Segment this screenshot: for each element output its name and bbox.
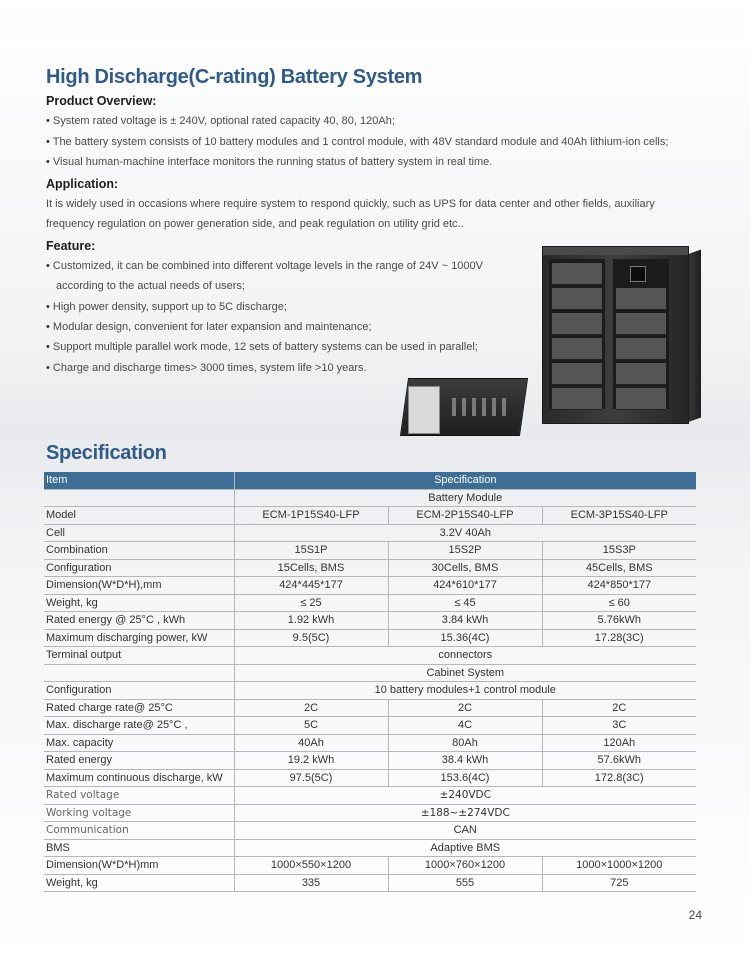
application-text-line: frequency regulation on power generation side, and peak regulation on utility grid etc.. xyxy=(46,218,464,230)
feature-item: • High power density, support up to 5C discharge; xyxy=(46,301,287,313)
section-row xyxy=(44,664,696,682)
row-label: Configuration xyxy=(44,682,234,700)
cell-value: 15S3P xyxy=(542,542,696,560)
application-text-line: It is widely used in occasions where require system to respond quickly, such as UPS for data center and other fields, auxiliary xyxy=(46,198,655,210)
battery-module-label: Battery Module xyxy=(234,489,696,507)
row-label: Weight, kg xyxy=(44,594,234,612)
cell-value: 335 xyxy=(234,874,388,892)
specification-title: Specification xyxy=(46,442,167,464)
page-title: High Discharge(C-rating) Battery System xyxy=(46,66,423,88)
cell-value: CAN xyxy=(234,822,696,840)
cell-value: ECM-2P15S40-LFP xyxy=(388,507,542,525)
row-label: BMS xyxy=(44,839,234,857)
table-row xyxy=(44,699,696,717)
overview-item: • The battery system consists of 10 battery modules and 1 control module, with 48V standard module and 40Ah lithium-ion cells; xyxy=(46,136,668,148)
row-label: Combination xyxy=(44,542,234,560)
table-row xyxy=(44,542,696,560)
row-label: Rated energy xyxy=(44,752,234,770)
header-specification: Specification xyxy=(234,472,696,489)
table-row xyxy=(44,612,696,630)
cell-value: ±188~±274VDC xyxy=(234,804,696,822)
cell-value: 424*610*177 xyxy=(388,577,542,595)
table-row xyxy=(44,752,696,770)
cell-value: 172.8(3C) xyxy=(542,769,696,787)
table-row xyxy=(44,857,696,875)
cell-value: 15.36(4C) xyxy=(388,629,542,647)
cell-value: 1000×760×1200 xyxy=(388,857,542,875)
cell-value: ECM-3P15S40-LFP xyxy=(542,507,696,525)
cell-value: 15Cells, BMS xyxy=(234,559,388,577)
feature-item: • Modular design, convenient for later expansion and maintenance; xyxy=(46,321,372,333)
cell-value: 97.5(5C) xyxy=(234,769,388,787)
row-label: Model xyxy=(44,507,234,525)
table-row xyxy=(44,839,696,857)
cell-value: 153.6(4C) xyxy=(388,769,542,787)
cell-value: 1000×550×1200 xyxy=(234,857,388,875)
table-row xyxy=(44,594,696,612)
page-number: 24 xyxy=(688,908,702,922)
cell-value: 45Cells, BMS xyxy=(542,559,696,577)
cell-value: 2C xyxy=(542,699,696,717)
table-row xyxy=(44,769,696,787)
row-label: Rated energy @ 25°C , kWh xyxy=(44,612,234,630)
cell-value: 15S2P xyxy=(388,542,542,560)
cell-value: 1000×1000×1200 xyxy=(542,857,696,875)
cell-value: 17.28(3C) xyxy=(542,629,696,647)
cell-value: 424*850*177 xyxy=(542,577,696,595)
row-label: Working voltage xyxy=(44,804,234,822)
cell-value: 725 xyxy=(542,874,696,892)
section-row xyxy=(44,489,696,507)
table-row xyxy=(44,682,696,700)
row-label: Dimension(W*D*H)mm xyxy=(44,857,234,875)
cell-value: 38.4 kWh xyxy=(388,752,542,770)
row-label: Weight, kg xyxy=(44,874,234,892)
table-row xyxy=(44,647,696,665)
cell-value: 424*445*177 xyxy=(234,577,388,595)
cell-value: 5C xyxy=(234,717,388,735)
cell-value: 2C xyxy=(388,699,542,717)
table-row xyxy=(44,629,696,647)
cell-value: 3C xyxy=(542,717,696,735)
row-label: Max. capacity xyxy=(44,734,234,752)
table-row xyxy=(44,524,696,542)
row-label: Terminal output xyxy=(44,647,234,665)
table-header-row xyxy=(44,472,696,489)
cell-value: 1.92 kWh xyxy=(234,612,388,630)
feature-item: • Customized, it can be combined into different voltage levels in the range of 24V ~ 1000V xyxy=(46,260,483,272)
row-label: Communication xyxy=(44,822,234,840)
table-row xyxy=(44,507,696,525)
table-row xyxy=(44,559,696,577)
row-label: Cell xyxy=(44,524,234,542)
cell-value: 555 xyxy=(388,874,542,892)
table-row xyxy=(44,822,696,840)
table-row xyxy=(44,787,696,805)
cell-value: 15S1P xyxy=(234,542,388,560)
feature-item: • Support multiple parallel work mode, 12 sets of battery systems can be used in parallel; xyxy=(46,341,478,353)
cell-value: connectors xyxy=(234,647,696,665)
feature-heading: Feature: xyxy=(46,239,96,253)
cell-value: ECM-1P15S40-LFP xyxy=(234,507,388,525)
cell-value: 19.2 kWh xyxy=(234,752,388,770)
cell-value: 5.76kWh xyxy=(542,612,696,630)
application-heading: Application: xyxy=(46,177,119,191)
row-label: Maximum discharging power, kW xyxy=(44,629,234,647)
cell-value: 30Cells, BMS xyxy=(388,559,542,577)
feature-item: • Charge and discharge times> 3000 times, system life >10 years. xyxy=(46,362,367,374)
overview-item: • Visual human-machine interface monitors the running status of battery system in real time. xyxy=(46,156,492,168)
header-item: Item xyxy=(44,472,234,489)
feature-item-continuation: according to the actual needs of users; xyxy=(56,280,245,292)
cell-value: ≤ 25 xyxy=(234,594,388,612)
table-row xyxy=(44,874,696,892)
cell-value: 120Ah xyxy=(542,734,696,752)
cell-value: 80Ah xyxy=(388,734,542,752)
row-label: Rated charge rate@ 25°C xyxy=(44,699,234,717)
row-label: Rated voltage xyxy=(44,787,234,805)
cell-value: Adaptive BMS xyxy=(234,839,696,857)
cell-value: ≤ 45 xyxy=(388,594,542,612)
specification-table xyxy=(44,472,696,892)
cell-value: 40Ah xyxy=(234,734,388,752)
cell-value: 4C xyxy=(388,717,542,735)
cell-value: ≤ 60 xyxy=(542,594,696,612)
cell-value: 57.6kWh xyxy=(542,752,696,770)
table-row xyxy=(44,734,696,752)
cabinet-system-label: Cabinet System xyxy=(234,664,696,682)
table-row xyxy=(44,577,696,595)
cell-value: ±240VDC xyxy=(234,787,696,805)
cell-value: 9.5(5C) xyxy=(234,629,388,647)
row-label: Max. discharge rate@ 25°C , xyxy=(44,717,234,735)
cell-value: 3.84 kWh xyxy=(388,612,542,630)
row-label: Dimension(W*D*H),mm xyxy=(44,577,234,595)
overview-heading: Product Overview: xyxy=(46,94,157,108)
overview-item: • System rated voltage is ± 240V, optional rated capacity 40, 80, 120Ah; xyxy=(46,115,395,127)
cell-value: 3.2V 40Ah xyxy=(234,524,696,542)
row-label: Configuration xyxy=(44,559,234,577)
cell-value: 10 battery modules+1 control module xyxy=(234,682,696,700)
table-row xyxy=(44,717,696,735)
cell-value: 2C xyxy=(234,699,388,717)
table-row xyxy=(44,804,696,822)
row-label: Maximum continuous discharge, kW xyxy=(44,769,234,787)
